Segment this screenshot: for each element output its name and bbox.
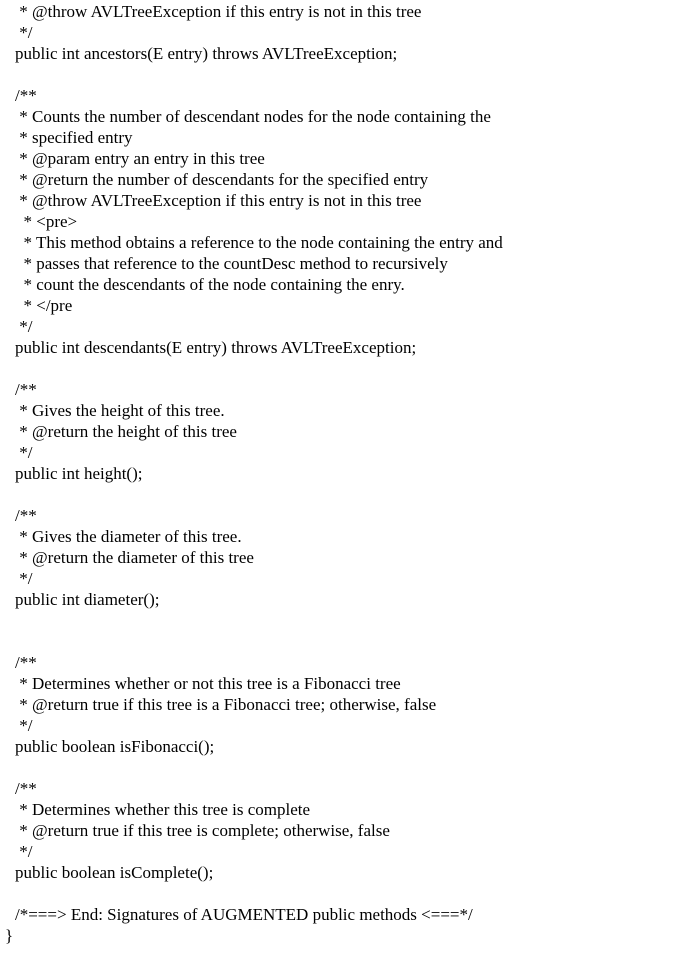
code-line: * @return true if this tree is complete; otherwise, false bbox=[15, 821, 390, 840]
code-line: * @return the diameter of this tree bbox=[15, 548, 254, 567]
code-line: /** bbox=[15, 380, 37, 399]
code-line: * @return true if this tree is a Fibonacci tree; otherwise, false bbox=[15, 695, 437, 714]
code-line: /** bbox=[15, 779, 37, 798]
code-line: */ bbox=[15, 842, 33, 861]
code-line: /** bbox=[15, 86, 37, 105]
code-line: * Determines whether this tree is complete bbox=[15, 800, 311, 819]
code-line: * @return the number of descendants for the specified entry bbox=[15, 170, 429, 189]
closing-brace: } bbox=[5, 926, 14, 945]
code-line: * This method obtains a reference to the node containing the entry and bbox=[15, 233, 503, 252]
code-line: * Gives the diameter of this tree. bbox=[15, 527, 242, 546]
code-line: public boolean isFibonacci(); bbox=[15, 737, 215, 756]
code-line: public int ancestors(E entry) throws AVLTreeException; bbox=[15, 44, 398, 63]
code-line: /*===> End: Signatures of AUGMENTED public methods <===*/ bbox=[15, 905, 473, 924]
code-line: * @param entry an entry in this tree bbox=[15, 149, 265, 168]
code-line: * count the descendants of the node containing the enry. bbox=[15, 275, 405, 294]
code-line: public boolean isComplete(); bbox=[15, 863, 214, 882]
code-line: * Counts the number of descendant nodes for the node containing the bbox=[15, 107, 491, 126]
code-line: */ bbox=[15, 317, 33, 336]
code-line: * </pre bbox=[15, 296, 73, 315]
code-line: * specified entry bbox=[15, 128, 133, 147]
code-line: * @throw AVLTreeException if this entry is not in this tree bbox=[15, 2, 422, 21]
code-line: */ bbox=[15, 23, 33, 42]
code-line: * Determines whether or not this tree is a Fibonacci tree bbox=[15, 674, 401, 693]
code-line: */ bbox=[15, 716, 33, 735]
code-line: */ bbox=[15, 569, 33, 588]
code-line: /** bbox=[15, 506, 37, 525]
code-line: * Gives the height of this tree. bbox=[15, 401, 225, 420]
code-line: public int descendants(E entry) throws AVLTreeException; bbox=[15, 338, 417, 357]
code-line: * @throw AVLTreeException if this entry is not in this tree bbox=[15, 191, 422, 210]
code-line: /** bbox=[15, 653, 37, 672]
code-line: */ bbox=[15, 443, 33, 462]
code-line: * passes that reference to the countDesc method to recursively bbox=[15, 254, 448, 273]
code-line: public int height(); bbox=[15, 464, 143, 483]
code-line: * <pre> bbox=[15, 212, 78, 231]
code-line: * @return the height of this tree bbox=[15, 422, 237, 441]
code-line: public int diameter(); bbox=[15, 590, 160, 609]
